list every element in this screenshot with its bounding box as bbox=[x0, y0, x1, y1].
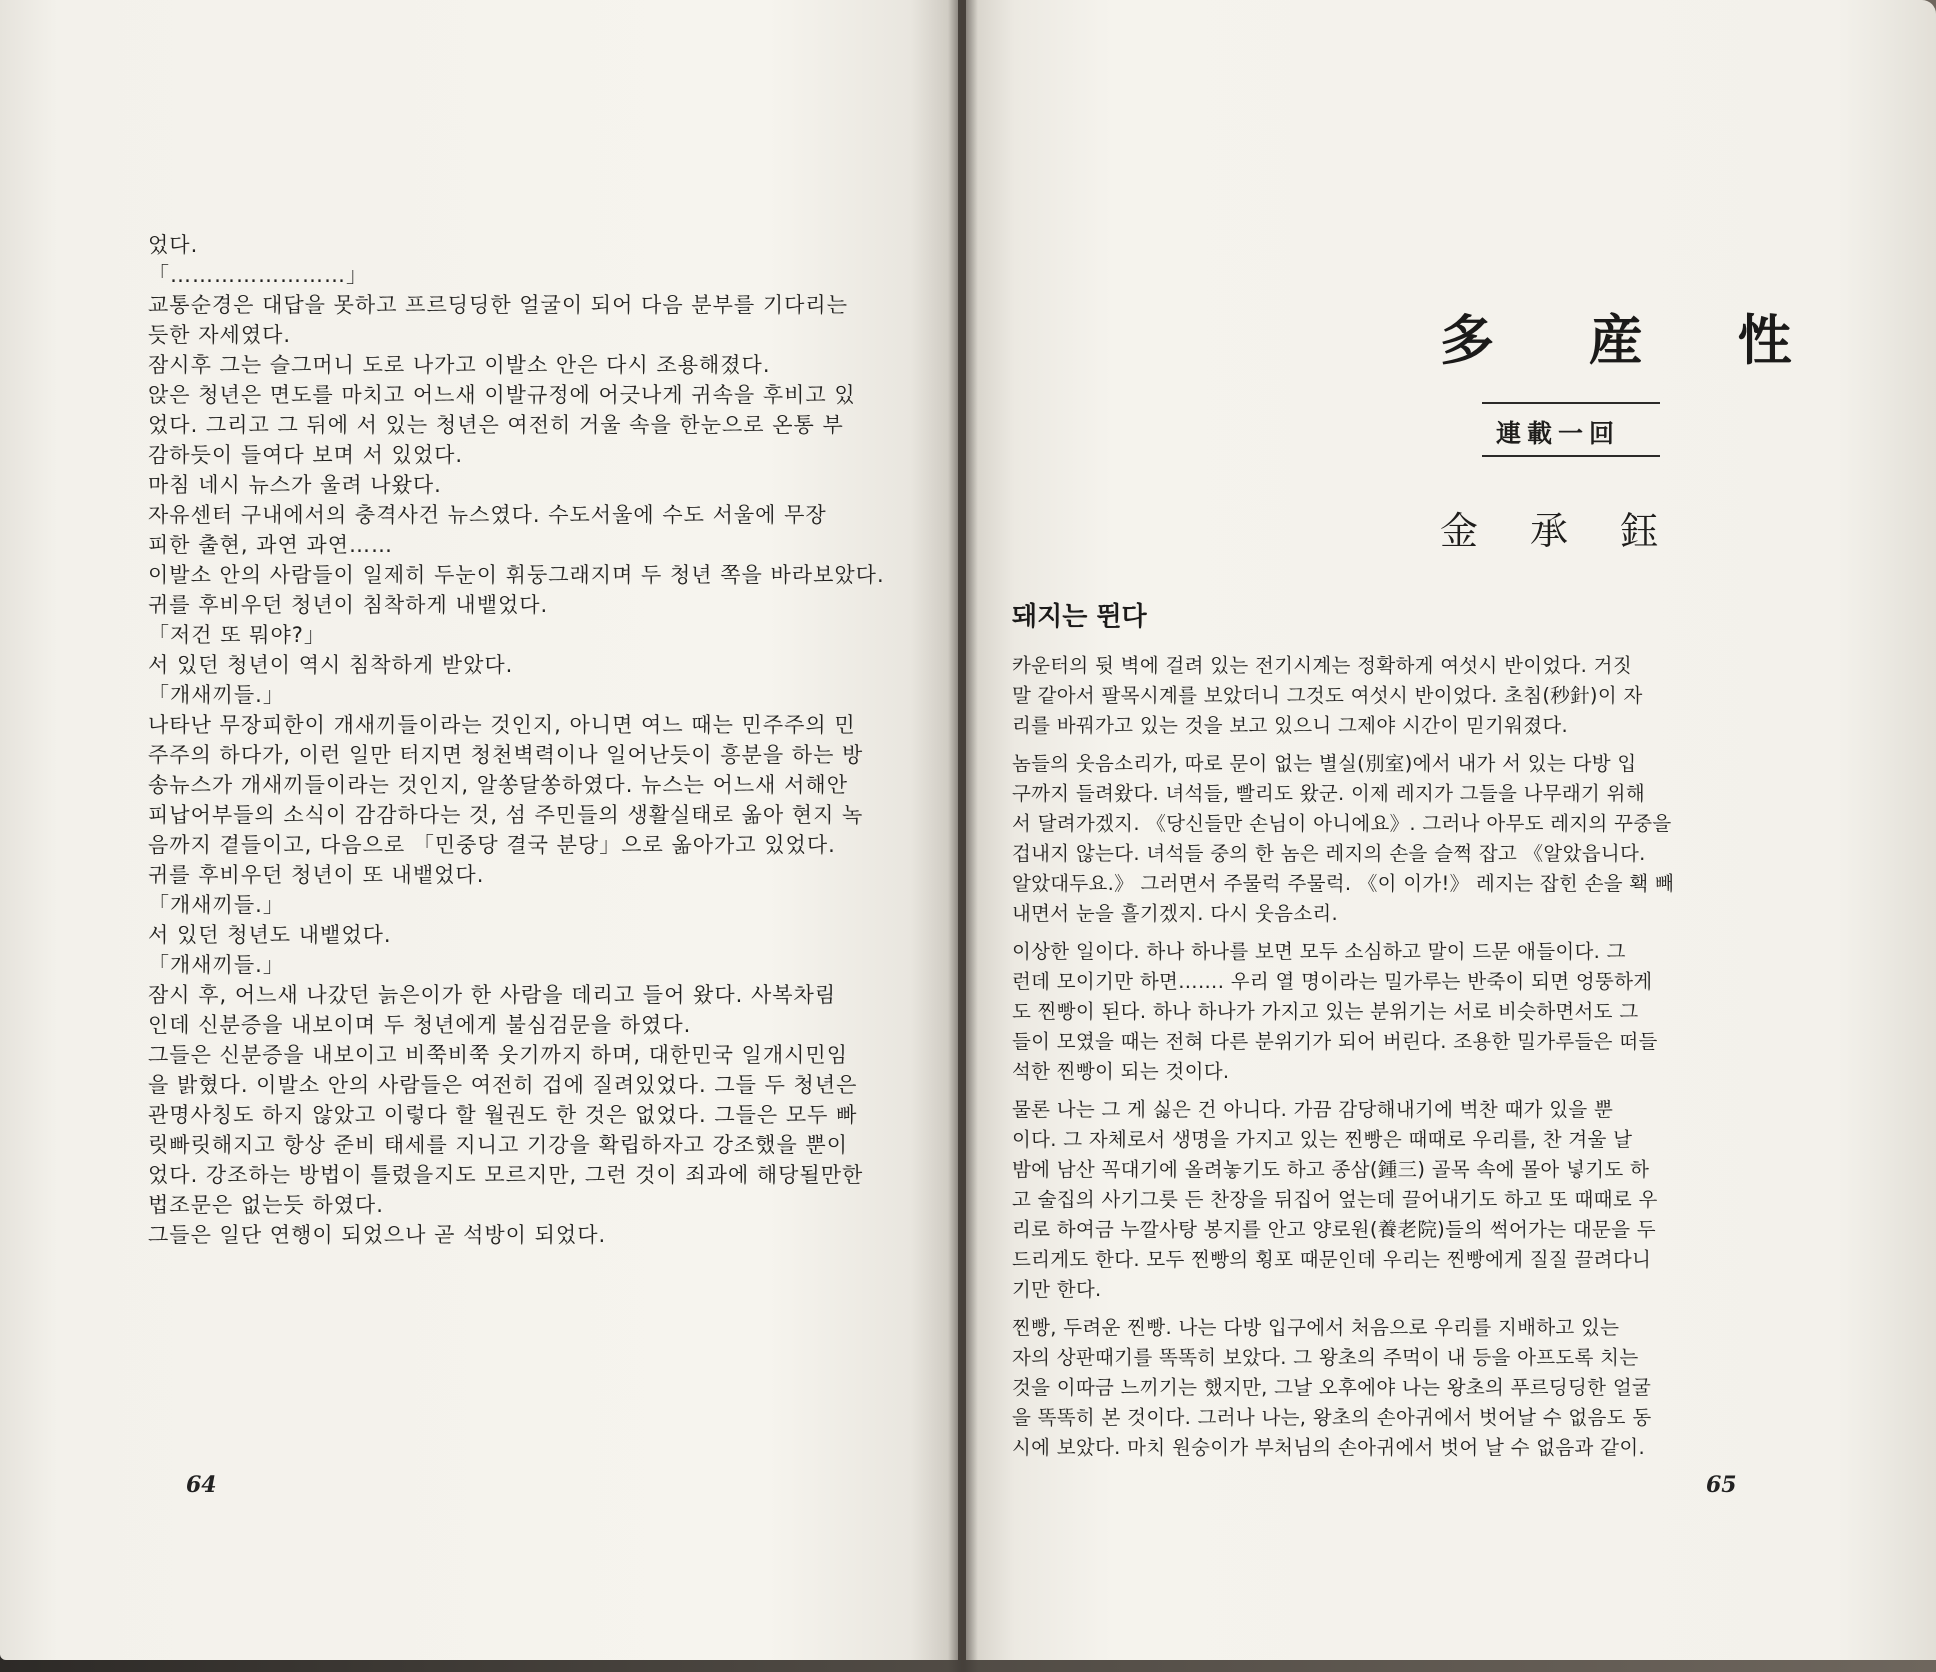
text-line: 내면서 눈을 흘기겠지. 다시 웃음소리. bbox=[1012, 902, 1339, 925]
text-line: 음까지 곁들이고, 다음으로 「민중당 결국 분당」으로 옮아가고 있었다. bbox=[148, 833, 836, 857]
text-line: 주주의 하다가, 이런 일만 터지면 청천벽력이나 일어난듯이 흥분을 하는 방 bbox=[148, 743, 864, 767]
text-line: 자의 상판때기를 똑똑히 보았다. 그 왕초의 주먹이 내 등을 아프도록 치는 bbox=[1012, 1346, 1639, 1369]
text-line: 겁내지 않는다. 녀석들 중의 한 놈은 레지의 손을 슬쩍 잡고 《알았읍니다. bbox=[1012, 842, 1646, 865]
text-line: 었다. 강조하는 방법이 틀렸을지도 모르지만, 그런 것이 죄과에 해당될만한 bbox=[148, 1163, 864, 1187]
serial-label: 連載一回 bbox=[1496, 419, 1621, 448]
section-heading: 돼지는 뛴다 bbox=[1012, 602, 1147, 632]
book-gutter bbox=[948, 0, 978, 1672]
text-line: 귀를 후비우던 청년이 침착하게 내뱉었다. bbox=[148, 593, 549, 617]
text-line: 인데 신분증을 내보이며 두 청년에게 불심검문을 하였다. bbox=[148, 1013, 692, 1037]
serial-rule-bottom bbox=[1482, 455, 1660, 457]
text-line: 들이 모였을 때는 전혀 다른 분위기가 되어 버린다. 조용한 밀가루들은 떠들 bbox=[1012, 1030, 1658, 1053]
text-line: 피납어부들의 소식이 감감하다는 것, 섬 주민들의 생활실태로 옮아 현지 녹 bbox=[148, 803, 864, 827]
text-line: 구까지 들려왔다. 녀석들, 빨리도 왔군. 이제 레지가 그들을 나무래기 위해 bbox=[1012, 782, 1645, 805]
text-line: 이다. 그 자체로서 생명을 가지고 있는 찐빵은 때때로 우리를, 찬 겨울 날 bbox=[1012, 1128, 1633, 1151]
text-line: 말 같아서 팔목시계를 보았더니 그것도 여섯시 반이었다. 초침(秒針)이 자 bbox=[1012, 684, 1643, 707]
text-line: 마침 네시 뉴스가 울려 나왔다. bbox=[148, 473, 442, 497]
text-line: 듯한 자세였다. bbox=[148, 323, 292, 347]
text-line: 나타난 무장피한이 개새끼들이라는 것인지, 아니면 여느 때는 민주주의 민 bbox=[148, 713, 856, 737]
author-name: 金承鈺 bbox=[1440, 509, 1711, 553]
text-line: 이상한 일이다. 하나 하나를 보면 모두 소심하고 말이 드문 애들이다. 그 bbox=[1012, 940, 1626, 963]
text-line: 것을 이따금 느끼기는 했지만, 그날 오후에야 나는 왕초의 푸르딩딩한 얼굴 bbox=[1012, 1376, 1652, 1399]
text-line: 릿빠릿해지고 항상 준비 태세를 지니고 기강을 확립하자고 강조했을 뿐이 bbox=[148, 1133, 848, 1157]
text-line: 감하듯이 들여다 보며 서 있었다. bbox=[148, 443, 464, 467]
text-line: 서 달려가겠지. 《당신들만 손님이 아니에요》. 그러나 아무도 레지의 꾸중을 bbox=[1012, 812, 1672, 835]
text-line: 송뉴스가 개새끼들이라는 것인지, 알쏭달쏭하였다. 뉴스는 어느새 서해안 bbox=[148, 773, 848, 797]
text-line: 관명사칭도 하지 않았고 이렇다 할 월권도 한 것은 없었다. 그들은 모두 빠 bbox=[148, 1103, 858, 1127]
text-line: 알았대두요.》 그러면서 주물럭 주물럭. 《이 이가!》 레지는 잡힌 손을 홱 빼 bbox=[1012, 872, 1675, 895]
text-line: 자유센터 구내에서의 충격사건 뉴스였다. 수도서울에 수도 서울에 무장 bbox=[148, 503, 827, 527]
text-line: 찐빵, 두려운 찐빵. 나는 다방 입구에서 처음으로 우리를 지배하고 있는 bbox=[1012, 1316, 1620, 1339]
text-line: 고 술집의 사기그릇 든 찬장을 뒤집어 엎는데 끌어내기도 하고 또 때때로 우 bbox=[1012, 1188, 1658, 1211]
text-line: 런데 모이기만 하면……. 우리 열 명이라는 밀가루는 반죽이 되면 엉뚱하게 bbox=[1012, 970, 1653, 993]
text-line: 「……………………」 bbox=[148, 263, 368, 287]
left-page-number: 64 bbox=[186, 1472, 217, 1498]
text-line: 을 똑똑히 본 것이다. 그러나 나는, 왕초의 손아귀에서 벗어날 수 없음도 동 bbox=[1012, 1406, 1652, 1429]
text-line: 드리게도 한다. 모두 찐빵의 횡포 때문인데 우리는 찐빵에게 질질 끌려다니 bbox=[1012, 1248, 1652, 1271]
text-line: 서 있던 청년도 내뱉었다. bbox=[148, 923, 392, 947]
text-line: 잠시 후, 어느새 나갔던 늙은이가 한 사람을 데리고 들어 왔다. 사복차림 bbox=[148, 983, 837, 1007]
text-line: 밤에 남산 꼭대기에 올려놓기도 하고 종삼(鍾三) 골목 속에 몰아 넣기도 하 bbox=[1012, 1158, 1650, 1181]
text-line: 「개새끼들.」 bbox=[148, 953, 285, 977]
text-line: 물론 나는 그 게 싫은 건 아니다. 가끔 감당해내기에 벅찬 때가 있을 뿐 bbox=[1012, 1098, 1614, 1121]
text-line: 그들은 일단 연행이 되었으나 곧 석방이 되었다. bbox=[148, 1223, 607, 1247]
serial-rule-top bbox=[1482, 402, 1660, 404]
text-line: 을 밝혔다. 이발소 안의 사람들은 여전히 겁에 질려있었다. 그들 두 청년은 bbox=[148, 1073, 858, 1097]
text-line: 「저건 또 뭐야?」 bbox=[148, 623, 326, 647]
text-line: 피한 출현, 과연 과연…… bbox=[148, 533, 393, 557]
text-line: 석한 찐빵이 되는 것이다. bbox=[1012, 1060, 1230, 1083]
text-line: 카운터의 뒷 벽에 걸려 있는 전기시계는 정확하게 여섯시 반이었다. 거짓 bbox=[1012, 654, 1632, 677]
text-line: 었다. 그리고 그 뒤에 서 있는 청년은 여전히 거울 속을 한눈으로 온통 부 bbox=[148, 413, 844, 437]
text-line: 서 있던 청년이 역시 침착하게 받았다. bbox=[148, 653, 514, 677]
text-line: 리를 바꿔가고 있는 것을 보고 있으니 그제야 시간이 믿기워졌다. bbox=[1012, 714, 1569, 737]
text-line: 교통순경은 대답을 못하고 프르딩딩한 얼굴이 되어 다음 분부를 기다리는 bbox=[148, 293, 848, 317]
text-line: 앉은 청년은 면도를 마치고 어느새 이발규정에 어긋나게 귀속을 후비고 있 bbox=[148, 383, 856, 407]
text-line: 그들은 신분증을 내보이고 비쭉비쭉 웃기까지 하며, 대한민국 일개시민임 bbox=[148, 1043, 848, 1067]
text-line: 놈들의 웃음소리가, 따로 문이 없는 별실(別室)에서 내가 서 있는 다방 입 bbox=[1012, 752, 1637, 775]
story-title: 多 産 性 bbox=[1440, 308, 1830, 372]
text-line: 법조문은 없는듯 하였다. bbox=[148, 1193, 384, 1217]
text-line: 「개새끼들.」 bbox=[148, 683, 285, 707]
text-line: 이발소 안의 사람들이 일제히 두눈이 휘둥그래지며 두 청년 쪽을 바라보았다. bbox=[148, 563, 885, 587]
text-line: 었다. bbox=[148, 233, 199, 257]
text-line: 귀를 후비우던 청년이 또 내뱉었다. bbox=[148, 863, 485, 887]
text-line: 기만 한다. bbox=[1012, 1278, 1102, 1301]
text-line: 「개새끼들.」 bbox=[148, 893, 285, 917]
text-line: 잠시후 그는 슬그머니 도로 나가고 이발소 안은 다시 조용해졌다. bbox=[148, 353, 771, 377]
text-line: 리로 하여금 누깔사탕 봉지를 안고 양로원(養老院)들의 썩어가는 대문을 두 bbox=[1012, 1218, 1656, 1241]
text-line: 도 찐빵이 된다. 하나 하나가 가지고 있는 분위기는 서로 비슷하면서도 그 bbox=[1012, 1000, 1639, 1023]
text-line: 시에 보았다. 마치 원숭이가 부처님의 손아귀에서 벗어 날 수 없음과 같이. bbox=[1012, 1436, 1645, 1459]
right-page-number: 65 bbox=[1706, 1472, 1737, 1498]
